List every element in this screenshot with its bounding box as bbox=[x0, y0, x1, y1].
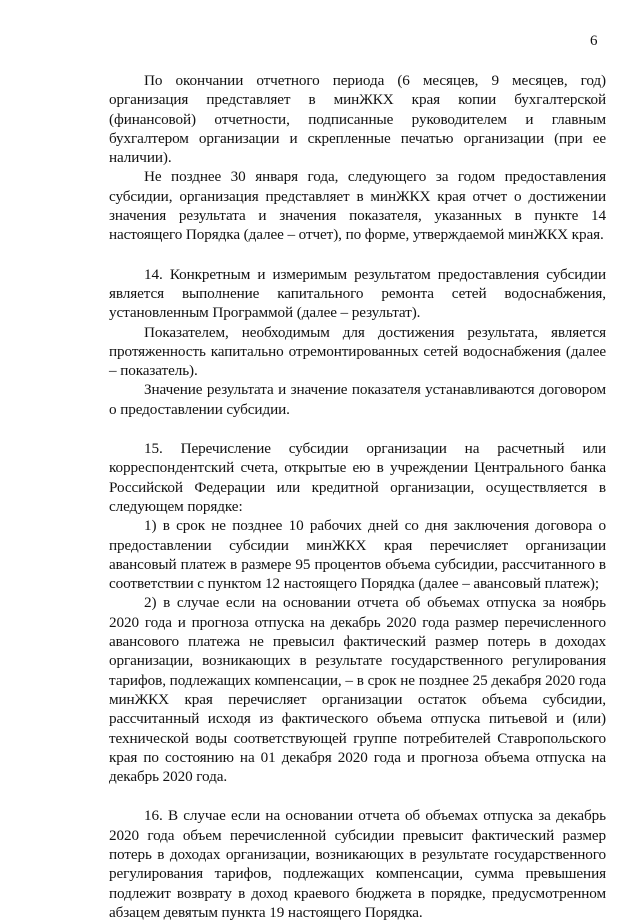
section-gap bbox=[109, 245, 606, 265]
paragraph-item-14-result: 14. Конкретным и измеримым результатом предоставления субсидии является выполнение капитального ремонта сетей водоснабжения, установленным Программой (далее – результат). bbox=[109, 265, 606, 322]
section-gap bbox=[109, 419, 606, 439]
paragraph-item-15-sub-2: 2) в случае если на основании отчета об объемах отпуска за ноябрь 2020 года и прогноза отпуска на декабрь 2020 года размер перечисленного авансового платежа не превысил фактический размер потерь в доходах организации, возникающих в результате государственного регулирования тарифов, подлежащих компенсации, – в срок не позднее 25 декабря 2020 года минЖКХ края перечисляет организации остаток объема субсидии, рассчитанный исходя из фактического объема отпуска питьевой и (или) технической воды соответствующей группе потребителей Ставропольского края по состоянию на 01 декабря 2020 года и прогноза объема отпуска на декабрь 2020 года. bbox=[109, 594, 606, 786]
paragraph-item-15-sub-1: 1) в срок не позднее 10 рабочих дней со дня заключения договора о предоставлении субсидии минЖКХ края перечисляет организации авансовый платеж в размере 95 процентов объема субсидии, рассчитанного в соответствии с пунктом 12 настоящего Порядка (далее – авансовый платеж); bbox=[109, 517, 606, 593]
page-number: 6 bbox=[590, 33, 598, 49]
section-gap bbox=[109, 786, 606, 806]
document-body bbox=[109, 71, 606, 922]
paragraph-reporting-documents: По окончании отчетного периода (6 месяцев, 9 месяцев, год) организация представляет в минЖКХ края копии бухгалтерской (финансовой) отчетности, подписанные руководителем и главным бухгалтером организации и скрепленные печатью организации (при ее наличии). bbox=[109, 72, 606, 167]
paragraph-report-deadline: Не позднее 30 января года, следующего за годом предоставления субсидии, организация представляет в минЖКХ края отчет о достижении значения результата и значения показателя, указанных в пункте 14 настоящего Порядка (далее – отчет), по форме, утверждаемой минЖКХ края. bbox=[109, 168, 606, 244]
paragraph-item-16-refund: 16. В случае если на основании отчета об объемах отпуска за декабрь 2020 года объем перечисленной субсидии превысит фактический размер потерь в доходах организации, возникающих в результате государственного регулирования тарифов, подлежащих компенсации, сумма превышения подлежит возврату в доход краевого бюджета в порядке, предусмотренном абзацем девятым пункта 19 настоящего Порядка. bbox=[109, 807, 606, 921]
paragraph-item-15-transfer: 15. Перечисление субсидии организации на расчетный или корреспондентский счета, открытые ею в учреждении Центрального банка Российской Федерации или кредитной организации, осуществляется в следующем порядке: bbox=[109, 440, 606, 515]
paragraph-result-values: Значение результата и значение показателя устанавливаются договором о предоставлении субсидии. bbox=[109, 381, 606, 418]
paragraph-indicator: Показателем, необходимым для достижения результата, является протяженность капитально отремонтированных сетей водоснабжения (далее – показатель). bbox=[109, 323, 606, 380]
